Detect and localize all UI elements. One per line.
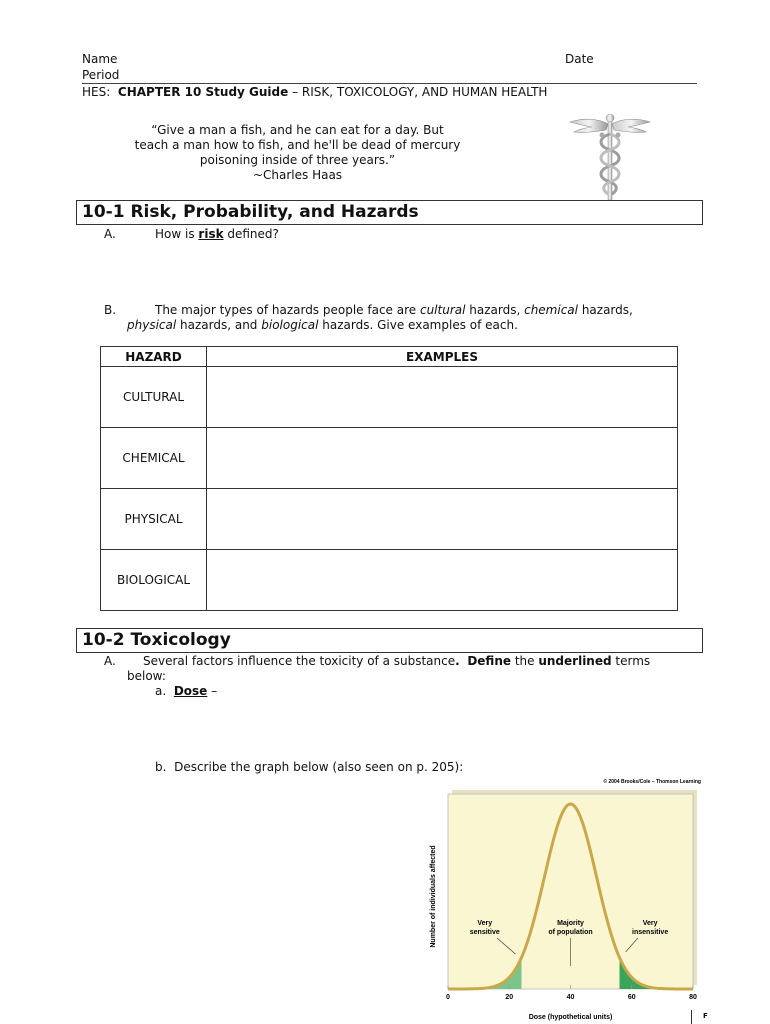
question-dot: . [455, 654, 460, 668]
table-row [101, 428, 678, 489]
x-tick-label: 80 [689, 994, 697, 1001]
table-row [101, 489, 678, 550]
hazard-cell-biological: BIOLOGICAL [101, 550, 207, 611]
question-toxicity-line1 [143, 654, 650, 668]
annotation-line1: Very [477, 920, 493, 927]
name-label: Name [82, 52, 118, 66]
question-text: Several factors influence the toxicity of a substance [143, 654, 456, 668]
term-define: Define [467, 654, 512, 668]
question-hazards-line2 [127, 318, 518, 332]
footer-bar [691, 1010, 692, 1024]
table-row [101, 367, 678, 428]
question-text: the [511, 654, 539, 668]
question-text: hazards, [578, 303, 633, 317]
term-cultural: cultural [419, 303, 466, 317]
question-letter: A. [104, 227, 116, 241]
question-text: hazards, and [176, 318, 262, 332]
sub-question-label: a. [155, 684, 167, 698]
question-text: How is [155, 227, 199, 241]
x-axis-label: Dose (hypothetical units) [528, 1014, 613, 1021]
question-text: – [207, 684, 218, 698]
section-title: 10-2 Toxicology [82, 630, 231, 650]
x-tick-label: 20 [505, 994, 514, 1001]
section-header-10-2 [76, 628, 703, 653]
examples-answer-cell[interactable] [207, 428, 678, 489]
section-title: 10-1 Risk, Probability, and Hazards [82, 202, 419, 222]
question-text: defined? [223, 227, 279, 241]
sub-question-dose [155, 684, 217, 698]
x-tick-label: 0 [446, 994, 450, 1001]
annotation-line1: Majority [557, 920, 584, 927]
examples-answer-cell[interactable] [207, 550, 678, 611]
section-header-10-1 [76, 200, 703, 225]
question-hazards-line1 [155, 303, 633, 317]
term-underlined: underlined [538, 654, 612, 668]
x-tick-label: 60 [627, 994, 636, 1001]
dose-response-chart [415, 776, 710, 1024]
term-physical: physical [127, 318, 177, 332]
header-rule [82, 83, 697, 84]
course-title: CHAPTER 10 Study Guide [117, 85, 289, 99]
question-text: The major types of hazards people face are [155, 303, 420, 317]
hazard-cell-physical: PHYSICAL [101, 489, 207, 550]
course-title-line [82, 85, 547, 99]
examples-answer-cell[interactable] [207, 367, 678, 428]
question-text: terms [611, 654, 651, 668]
annotation-line2: insensitive [632, 929, 669, 936]
column-header-hazard: HAZARD [101, 347, 207, 367]
annotation-line1: Very [642, 920, 658, 927]
quote-line: “Give a man a fish, and he can eat for a day. But [151, 123, 444, 137]
quote-author: ~Charles Haas [252, 168, 343, 182]
quote-line: poisoning inside of three years.” [199, 153, 396, 167]
course-prefix: HES: [82, 85, 111, 99]
term-dose: Dose [173, 684, 208, 698]
sub-question-label: b. [155, 760, 167, 774]
question-letter: A. [104, 654, 116, 668]
question-toxicity-line2: below: [127, 669, 166, 683]
y-axis-label: Number of individuals affected [430, 845, 437, 948]
column-header-examples: EXAMPLES [207, 347, 678, 367]
x-tick-label: 40 [566, 994, 575, 1001]
table-header-row [101, 347, 678, 367]
sub-question-graph [155, 760, 463, 774]
hazard-table [100, 346, 678, 611]
course-suffix: – RISK, TOXICOLOGY, AND HUMAN HEALTH [292, 85, 548, 99]
examples-answer-cell[interactable] [207, 489, 678, 550]
question-text: hazards, [465, 303, 525, 317]
term-biological: biological [261, 318, 319, 332]
question-text: hazards. Give examples of each. [318, 318, 518, 332]
hazard-cell-cultural: CULTURAL [101, 367, 207, 428]
epigraph-quote [120, 123, 475, 183]
hazard-cell-chemical: CHEMICAL [101, 428, 207, 489]
table-row [101, 550, 678, 611]
question-risk [155, 227, 279, 241]
question-text: Describe the graph below (also seen on p. 205): [174, 760, 464, 774]
period-label: Period [82, 68, 120, 82]
annotation-line2: of population [548, 929, 593, 936]
term-risk: risk [198, 227, 224, 241]
footer-mark: F [703, 1012, 708, 1020]
date-label: Date [565, 52, 594, 66]
chart-copyright: © 2004 Brooks/Cole – Thomson Learning [603, 779, 701, 785]
quote-line: teach a man how to fish, and he'll be dead of mercury [134, 138, 461, 152]
question-letter: B. [104, 303, 117, 317]
annotation-line2: sensitive [469, 929, 500, 936]
term-chemical: chemical [524, 303, 578, 317]
caduceus-icon [568, 110, 652, 202]
